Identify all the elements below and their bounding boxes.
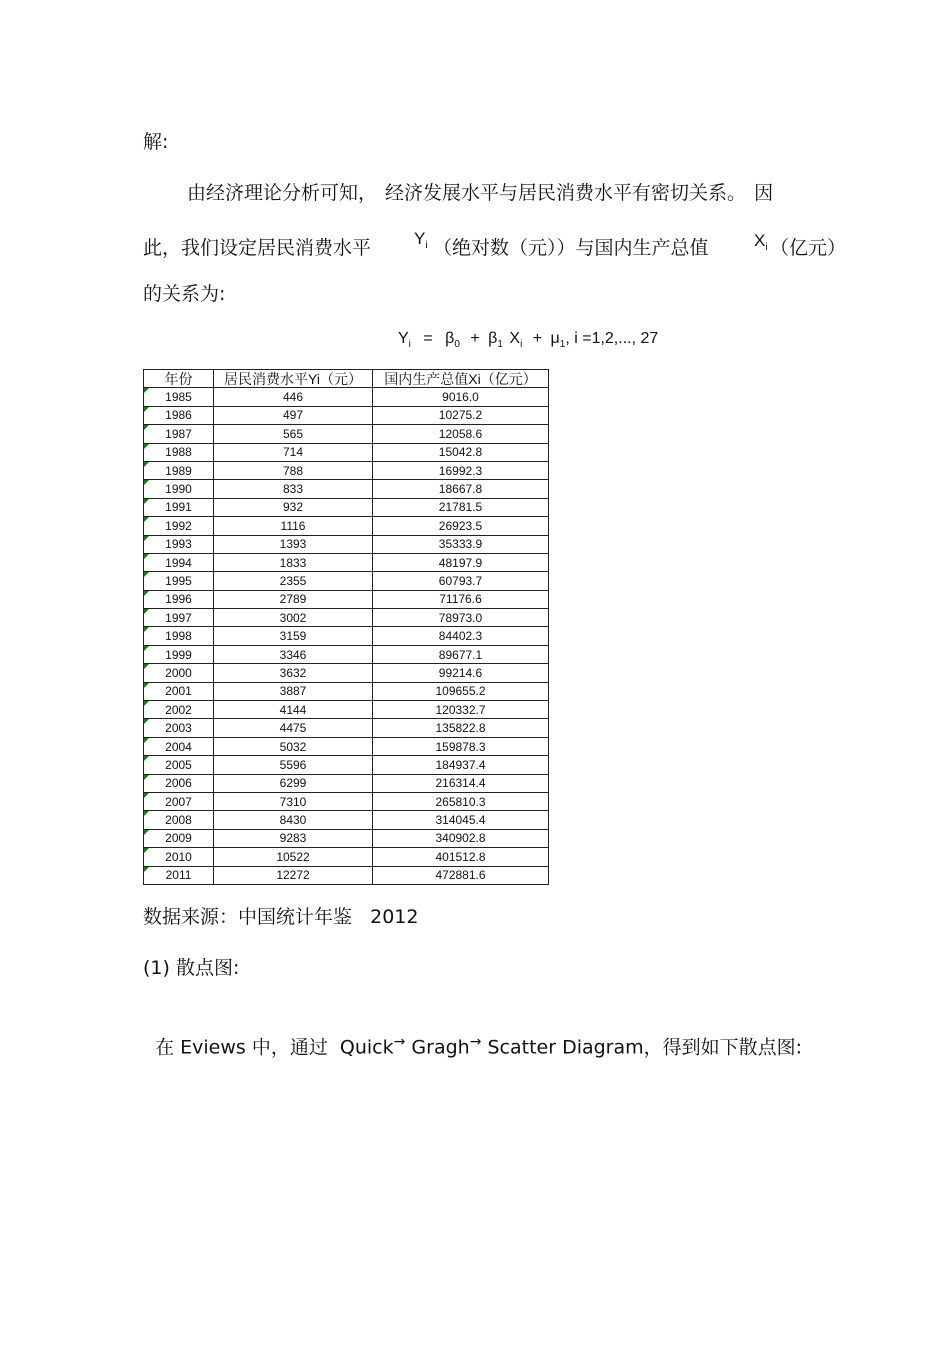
cell-consumption: 1393 bbox=[214, 535, 373, 553]
cell-consumption: 9283 bbox=[214, 829, 373, 847]
arrow-icon: → bbox=[469, 1034, 482, 1050]
data-table bbox=[143, 369, 549, 885]
table-row bbox=[144, 553, 549, 571]
cell-gdp: 401512.8 bbox=[373, 848, 549, 866]
instruction-suffix: Scatter Diagram，得到如下散点图: bbox=[481, 1036, 803, 1059]
table-row bbox=[144, 774, 549, 792]
cell-year: 2005 bbox=[144, 756, 214, 774]
paragraph-2-suffix: （亿元） bbox=[770, 237, 847, 259]
table-row bbox=[144, 425, 549, 443]
cell-year: 1997 bbox=[144, 609, 214, 627]
cell-consumption: 788 bbox=[214, 461, 373, 479]
cell-consumption: 1833 bbox=[214, 553, 373, 571]
cell-year: 2011 bbox=[144, 866, 214, 884]
arrow-icon: → bbox=[393, 1034, 406, 1050]
table-row bbox=[144, 388, 549, 406]
table-row bbox=[144, 480, 549, 498]
paragraph-2-middle: （绝对数（元））与国内生产总值 bbox=[433, 237, 709, 259]
cell-gdp: 78973.0 bbox=[373, 609, 549, 627]
cell-year: 1992 bbox=[144, 517, 214, 535]
cell-gdp: 159878.3 bbox=[373, 737, 549, 755]
table-row bbox=[144, 682, 549, 700]
cell-consumption: 3887 bbox=[214, 682, 373, 700]
cell-gdp: 340902.8 bbox=[373, 829, 549, 847]
cell-year: 2008 bbox=[144, 811, 214, 829]
cell-year: 1990 bbox=[144, 480, 214, 498]
cell-gdp: 472881.6 bbox=[373, 866, 549, 884]
cell-consumption: 4475 bbox=[214, 719, 373, 737]
cell-gdp: 184937.4 bbox=[373, 756, 549, 774]
table-row bbox=[144, 590, 549, 608]
data-source: 数据来源：中国统计年鉴 2012 bbox=[143, 906, 419, 928]
cell-year: 1987 bbox=[144, 425, 214, 443]
cell-gdp: 10275.2 bbox=[373, 406, 549, 424]
x-variable-symbol: $X_i$ bbox=[754, 231, 768, 253]
cell-consumption: 3159 bbox=[214, 627, 373, 645]
cell-year: 1994 bbox=[144, 553, 214, 571]
heading: 解: bbox=[143, 131, 169, 153]
cell-gdp: 12058.6 bbox=[373, 425, 549, 443]
table-row bbox=[144, 535, 549, 553]
cell-consumption: 932 bbox=[214, 498, 373, 516]
header-gdp: 国内生产总值Xi（亿元） bbox=[373, 370, 549, 388]
paragraph-2-prefix: 此，我们设定居民消费水平 bbox=[143, 237, 372, 259]
cell-year: 2003 bbox=[144, 719, 214, 737]
table-row bbox=[144, 498, 549, 516]
cell-gdp: 16992.3 bbox=[373, 461, 549, 479]
cell-consumption: 8430 bbox=[214, 811, 373, 829]
cell-year: 2009 bbox=[144, 829, 214, 847]
cell-gdp: 60793.7 bbox=[373, 572, 549, 590]
cell-consumption: 5032 bbox=[214, 737, 373, 755]
cell-consumption: 12272 bbox=[214, 866, 373, 884]
cell-year: 1996 bbox=[144, 590, 214, 608]
cell-gdp: 21781.5 bbox=[373, 498, 549, 516]
table-row bbox=[144, 701, 549, 719]
cell-gdp: 26923.5 bbox=[373, 517, 549, 535]
cell-gdp: 109655.2 bbox=[373, 682, 549, 700]
cell-year: 1991 bbox=[144, 498, 214, 516]
table-row bbox=[144, 811, 549, 829]
instruction-middle: Gragh bbox=[405, 1036, 470, 1059]
table-row bbox=[144, 627, 549, 645]
cell-consumption: 3002 bbox=[214, 609, 373, 627]
cell-consumption: 497 bbox=[214, 406, 373, 424]
cell-gdp: 18667.8 bbox=[373, 480, 549, 498]
cell-year: 2000 bbox=[144, 664, 214, 682]
table-row bbox=[144, 461, 549, 479]
table-row bbox=[144, 517, 549, 535]
cell-year: 2002 bbox=[144, 701, 214, 719]
header-year: 年份 bbox=[144, 370, 214, 388]
table-row bbox=[144, 756, 549, 774]
table-row bbox=[144, 664, 549, 682]
paragraph-3: 的关系为: bbox=[143, 283, 226, 305]
cell-consumption: 5596 bbox=[214, 756, 373, 774]
table-row bbox=[144, 792, 549, 810]
instruction-text bbox=[143, 1006, 802, 1059]
cell-consumption: 4144 bbox=[214, 701, 373, 719]
table-row bbox=[144, 866, 549, 884]
cell-consumption: 446 bbox=[214, 388, 373, 406]
table-row bbox=[144, 572, 549, 590]
cell-year: 1998 bbox=[144, 627, 214, 645]
instruction-prefix: 在 Eviews 中，通过 Quick bbox=[155, 1036, 394, 1059]
table-row bbox=[144, 645, 549, 663]
cell-consumption: 6299 bbox=[214, 774, 373, 792]
cell-gdp: 216314.4 bbox=[373, 774, 549, 792]
cell-year: 1988 bbox=[144, 443, 214, 461]
section-scatter-title: (1) 散点图: bbox=[143, 957, 240, 979]
table-row bbox=[144, 848, 549, 866]
cell-year: 2004 bbox=[144, 737, 214, 755]
cell-year: 1985 bbox=[144, 388, 214, 406]
cell-consumption: 833 bbox=[214, 480, 373, 498]
cell-gdp: 48197.9 bbox=[373, 553, 549, 571]
table-body bbox=[144, 388, 549, 885]
cell-gdp: 89677.1 bbox=[373, 645, 549, 663]
cell-consumption: 565 bbox=[214, 425, 373, 443]
table-row bbox=[144, 406, 549, 424]
table-row bbox=[144, 719, 549, 737]
cell-year: 1995 bbox=[144, 572, 214, 590]
cell-consumption: 3632 bbox=[214, 664, 373, 682]
cell-consumption: 2789 bbox=[214, 590, 373, 608]
cell-consumption: 714 bbox=[214, 443, 373, 461]
cell-gdp: 314045.4 bbox=[373, 811, 549, 829]
regression-formula: Yi = β0 + β1 Xi + μ1, i =1,2,..., 27 bbox=[398, 330, 659, 350]
cell-gdp: 135822.8 bbox=[373, 719, 549, 737]
cell-year: 1999 bbox=[144, 645, 214, 663]
cell-year: 1993 bbox=[144, 535, 214, 553]
cell-year: 1989 bbox=[144, 461, 214, 479]
table-row bbox=[144, 443, 549, 461]
cell-consumption: 7310 bbox=[214, 792, 373, 810]
cell-year: 1986 bbox=[144, 406, 214, 424]
table-row bbox=[144, 829, 549, 847]
table-header-row bbox=[144, 370, 549, 388]
cell-gdp: 15042.8 bbox=[373, 443, 549, 461]
cell-gdp: 99214.6 bbox=[373, 664, 549, 682]
cell-gdp: 9016.0 bbox=[373, 388, 549, 406]
cell-gdp: 265810.3 bbox=[373, 792, 549, 810]
table-row bbox=[144, 609, 549, 627]
cell-year: 2010 bbox=[144, 848, 214, 866]
cell-consumption: 3346 bbox=[214, 645, 373, 663]
header-consumption: 居民消费水平Yi（元） bbox=[214, 370, 373, 388]
paragraph-1: 由经济理论分析可知， 经济发展水平与居民消费水平有密切关系。 因 bbox=[187, 182, 774, 204]
table-row bbox=[144, 737, 549, 755]
cell-gdp: 84402.3 bbox=[373, 627, 549, 645]
cell-gdp: 71176.6 bbox=[373, 590, 549, 608]
cell-gdp: 120332.7 bbox=[373, 701, 549, 719]
cell-consumption: 1116 bbox=[214, 517, 373, 535]
cell-year: 2001 bbox=[144, 682, 214, 700]
y-variable-symbol: $Y_i$ bbox=[414, 229, 428, 251]
cell-year: 2006 bbox=[144, 774, 214, 792]
cell-consumption: 10522 bbox=[214, 848, 373, 866]
cell-consumption: 2355 bbox=[214, 572, 373, 590]
cell-gdp: 35333.9 bbox=[373, 535, 549, 553]
cell-year: 2007 bbox=[144, 792, 214, 810]
